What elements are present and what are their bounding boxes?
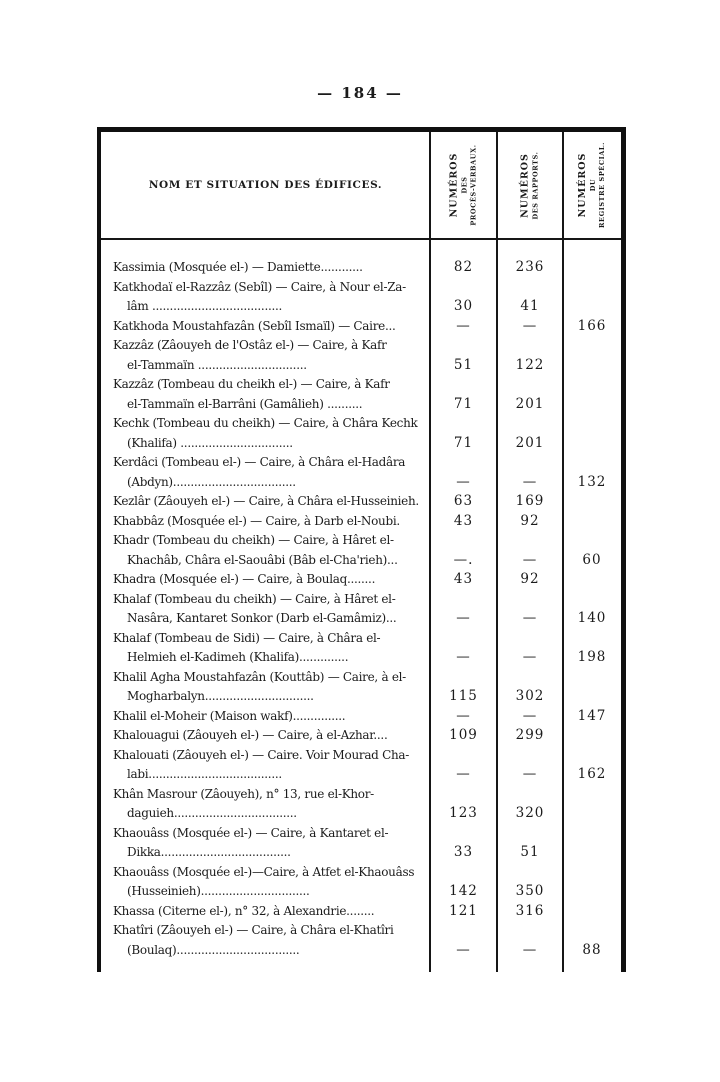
cell-numero-proces-verbal: 142 [449,883,478,899]
cell-numero-proces-verbal: 123 [449,805,478,821]
cell-edifice-name [101,375,430,414]
cell-numero-proces-verbal: — [456,941,471,958]
cell-numero-rapport: 201 [515,434,545,451]
cell-numero-registre-special: 147 [577,707,607,724]
header-line: DU [589,178,597,192]
edifice-name-line: el-Tammaïn ............................... [127,357,307,372]
cell-numero-rapport: 51 [520,844,540,860]
cell-numero-proces-verbal: — [456,707,471,724]
edifice-name-line: Khassa (Citerne el-), n° 32, à Alexandrie........ [113,903,375,918]
edifice-name-line: Kechk (Tombeau du cheikh) — Caire, à Châra Kechk [113,416,418,430]
edifices-table [97,127,626,972]
edifice-name-line: Nasâra, Kantaret Sonkor (Darb el-Gamâmiz)... [127,611,397,625]
cell-numero-rapport: 320 [515,805,545,821]
edifice-name-line: labi...................................... [127,767,282,781]
cell-numero-proces-verbal: 51 [453,356,474,373]
cell-numero-proces-verbal: 109 [449,727,478,743]
cell-numero-registre-special: 140 [577,610,607,626]
cell-numero-proces-verbal: — [456,473,471,490]
table-row [101,668,621,707]
cell-numero-rapport: — [522,649,538,665]
cell-numero-rapport: — [522,766,538,782]
column-header-proces-verbaux [430,132,497,238]
cell-numero-registre-special: 166 [577,317,607,334]
cell-edifice-name [101,570,430,590]
edifice-name-line: Khaouâss (Mosquée el-) — Caire, à Kantaret el- [113,825,389,840]
table-row [101,317,621,337]
table-row [101,726,621,746]
cell-numero-proces-verbal: 82 [453,259,474,275]
cell-numero-proces-verbal: — [456,610,471,626]
cell-numero-rapport: 201 [515,395,545,412]
cell-edifice-name [101,863,430,902]
cell-numero-rapport: 350 [515,883,545,899]
cell-numero-proces-verbal: 71 [453,434,474,451]
edifice-name-line: Katkhodaï el-Razzâz (Sebîl) — Caire, à Nour el-Za- [113,279,406,294]
cell-numero-rapport: — [522,610,538,626]
edifice-name-line: Dikka..................................... [127,845,291,859]
edifice-name-line: Kezlâr (Zâouyeh el-) — Caire, à Châra el-Husseinieh. [113,494,419,508]
edifice-name-line: Kazzâz (Tombeau du cheikh el-) — Caire, à Kafr [113,377,390,391]
cell-edifice-name [101,531,430,570]
edifice-name-line: Khachâb, Châra el-Saouâbi (Bâb el-Cha'rieh)... [127,552,398,567]
cell-edifice-name [101,512,430,532]
edifice-name-line: (Abdyn)................................... [127,474,296,489]
edifice-name-line: (Husseinieh)............................... [127,884,310,898]
cell-numero-proces-verbal: 121 [449,902,478,919]
cell-numero-proces-verbal: — [456,649,471,665]
table-row [101,278,621,317]
cell-numero-proces-verbal: 33 [453,844,474,860]
column-header-name: NOM ET SITUATION DES ÉDIFICES. [148,179,383,191]
cell-numero-registre-special: 60 [582,551,602,568]
header-line: NUMÉROS [519,152,531,218]
cell-edifice-name [101,785,430,824]
edifice-name-line: Khân Masrour (Zâouyeh), n° 13, rue el-Khor- [113,786,374,801]
column-header-rapports [497,132,563,238]
table-row [101,629,621,668]
cell-numero-registre-special: 162 [577,766,607,782]
cell-numero-proces-verbal: 63 [453,493,474,509]
cell-numero-rapport: 169 [515,493,545,509]
page-number: — 184 — [317,84,403,102]
cell-edifice-name [101,707,430,727]
cell-edifice-name [101,336,430,375]
table-row [101,746,621,785]
cell-numero-proces-verbal: 30 [453,298,474,314]
cell-edifice-name [101,258,430,278]
cell-edifice-name [101,921,430,960]
cell-numero-rapport: 41 [520,298,540,314]
edifice-name-line: (Boulaq)................................... [127,942,300,957]
edifice-name-line: Kazzâz (Zâouyeh de l'Ostâz el-) — Caire, à Kafr [113,338,387,352]
cell-numero-rapport: 92 [520,512,540,529]
cell-edifice-name [101,668,430,707]
cell-numero-registre-special: 88 [582,941,602,958]
cell-numero-rapport: — [522,473,538,490]
cell-edifice-name [101,824,430,863]
cell-edifice-name [101,414,430,453]
table-row [101,375,621,414]
cell-numero-proces-verbal: 43 [453,571,474,587]
header-line: DES RAPPORTS. [531,150,540,220]
cell-numero-rapport: 236 [515,259,545,275]
header-line: DES [460,176,469,194]
edifice-name-line: Kassimia (Mosquée el-) — Damiette............ [113,260,363,274]
cell-edifice-name [101,492,430,512]
cell-numero-rapport: 299 [515,727,545,743]
table-row [101,492,621,512]
table-row [101,512,621,532]
table-row [101,531,621,570]
table-header [101,132,621,240]
cell-numero-rapport: 302 [515,688,545,704]
cell-numero-rapport: — [522,707,538,724]
edifice-name-line: Katkhoda Moustahfazân (Sebîl Ismaïl) — Caire... [113,318,396,333]
table-row [101,921,621,960]
edifice-name-line: Khadra (Mosquée el-) — Caire, à Boulaq........ [113,572,376,586]
cell-edifice-name [101,590,430,629]
cell-numero-rapport: — [522,941,538,958]
cell-numero-proces-verbal: — [456,766,471,782]
edifice-name-line: lâm ..................................... [127,299,283,313]
cell-numero-proces-verbal: 71 [453,395,474,412]
cell-numero-proces-verbal: 115 [449,688,478,704]
cell-numero-rapport: 92 [520,571,540,587]
cell-edifice-name [101,726,430,746]
edifice-name-line: Khalouagui (Zâouyeh el-) — Caire, à el-Azhar.... [113,728,388,742]
cell-numero-proces-verbal: 43 [453,512,474,529]
table-row [101,336,621,375]
edifice-name-line: daguieh................................... [127,806,297,820]
cell-numero-proces-verbal: — [456,317,471,334]
edifice-name-line: Khalil el-Moheir (Maison wakf)............... [113,708,346,723]
column-header-registre-special [563,132,621,238]
header-line: NUMÉROS [448,152,460,218]
edifice-name-line: (Khalifa) ................................ [127,435,293,450]
cell-numero-registre-special: 198 [577,649,607,665]
column-rule-3 [562,132,564,972]
table-row [101,590,621,629]
table-row [101,785,621,824]
cell-numero-rapport: — [522,317,538,334]
edifice-name-line: Khalaf (Tombeau du cheikh) — Caire, à Hâret el- [113,591,396,606]
edifice-name-line: Khaouâss (Mosquée el-)—Caire, à Atfet el-Khaouâss [113,864,415,879]
table-row [101,863,621,902]
table-row [101,707,621,727]
table-body [101,240,621,972]
edifice-name-line: Kerdâci (Tombeau el-) — Caire, à Châra el-Hadâra [113,455,406,469]
cell-numero-rapport: 316 [515,902,545,919]
cell-edifice-name [101,629,430,668]
edifice-name-line: el-Tammaïn el-Barrâni (Gamâlieh) .......... [127,396,363,411]
cell-edifice-name [101,278,430,317]
table-row [101,570,621,590]
table-row [101,414,621,453]
cell-edifice-name [101,453,430,492]
edifice-name-line: Khalaf (Tombeau de Sidi) — Caire, à Châra el- [113,630,381,645]
cell-edifice-name [101,317,430,337]
header-line: PROCÈS-VERBAUX. [469,144,478,226]
table-row [101,902,621,922]
table-row [101,824,621,863]
edifice-name-line: Khatîri (Zâouyeh el-) — Caire, à Châra el-Khatîri [113,923,394,937]
cell-numero-rapport: — [522,551,538,568]
cell-numero-rapport: 122 [515,356,545,373]
header-line: REGISTRE SPÉCIAL. [598,142,606,228]
edifice-name-line: Mogharbalyn............................... [127,689,314,703]
cell-numero-registre-special: 132 [577,473,607,490]
cell-edifice-name [101,902,430,922]
header-line: NUMÉROS [577,152,588,218]
table-row [101,453,621,492]
edifice-name-line: Khabbâz (Mosquée el-) — Caire, à Darb el-Noubi. [113,513,400,528]
edifice-name-line: Helmieh el-Kadimeh (Khalifa).............. [127,650,349,664]
column-rule-2 [496,132,498,972]
edifice-name-line: Khalouati (Zâouyeh el-) — Caire. Voir Mourad Cha- [113,747,409,762]
column-rule-1 [429,132,431,972]
cell-numero-proces-verbal: —. [453,551,474,568]
cell-edifice-name [101,746,430,785]
edifice-name-line: Khadr (Tombeau du cheikh) — Caire, à Hâret el- [113,533,394,547]
edifice-name-line: Khalil Agha Moustahfazân (Kouttâb) — Caire, à el- [113,669,406,684]
table-row [101,258,621,278]
